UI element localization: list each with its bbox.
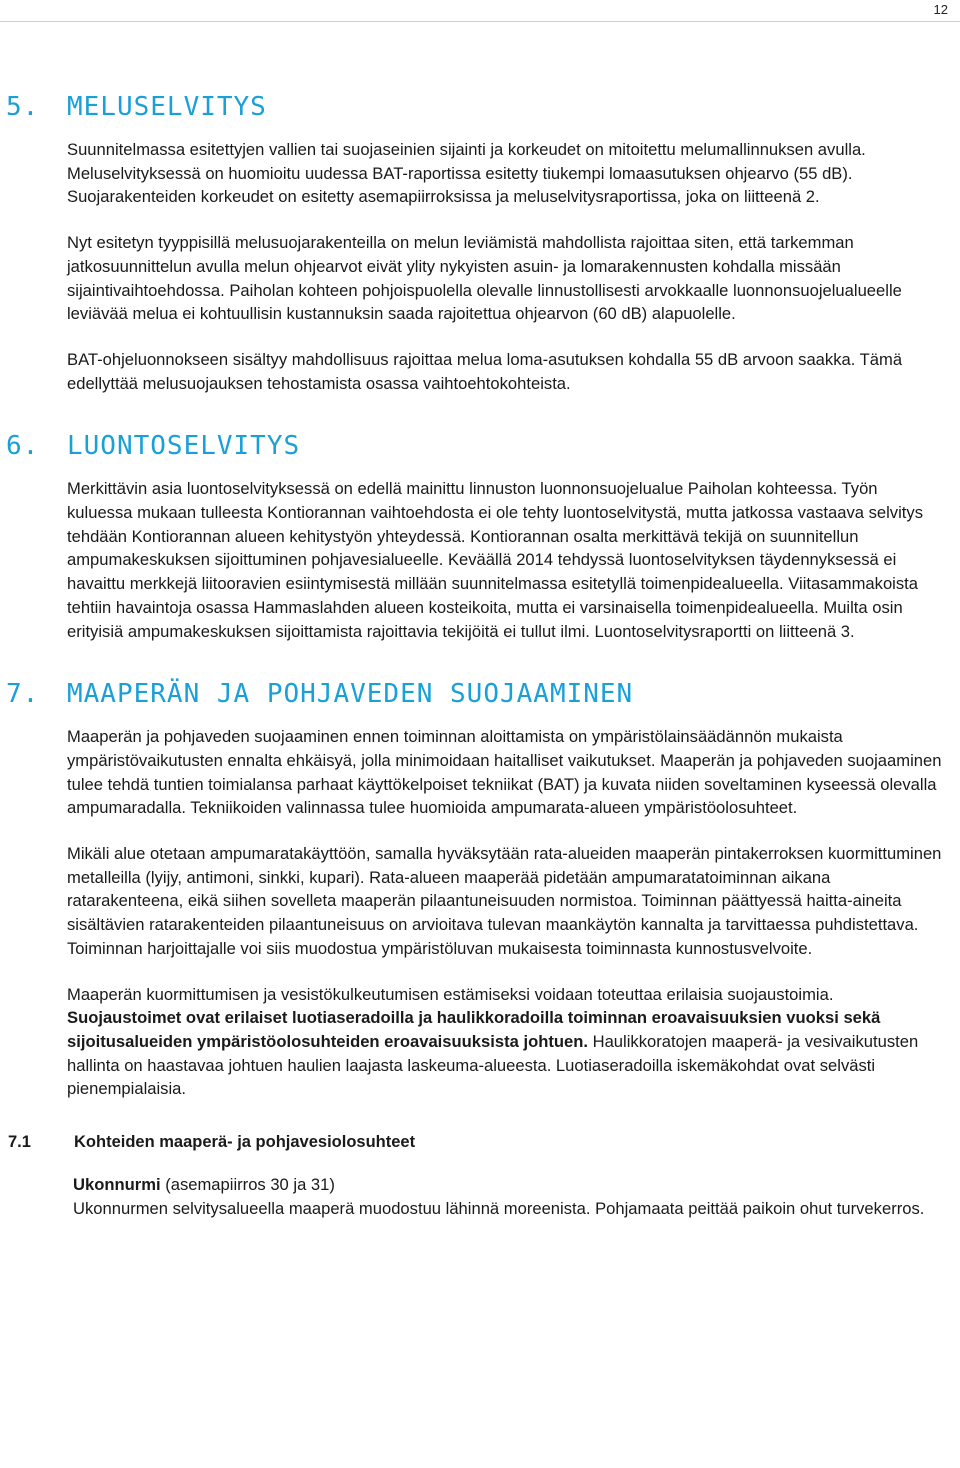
subsection-title: Kohteiden maaperä- ja pohjavesiolosuhteet: [74, 1133, 416, 1152]
paragraph: Mikäli alue otetaan ampumaratakäyttöön, samalla hyväksytään rata-alueiden maaperän pintakerroksen kuormittuminen metalleilla (lyijy, antimoni, sinkki, kupari). Rata-alueen maaperää pidetään ampumaratatoiminnan aikana ratarakenteena, eikä siihen sovelleta maaperän pilaantuneisuuden normistoa. Toiminnan päättyessä haitta-aineita sisältävien ratarakenteiden pilaantuneisuus on arvioitava tulevan maankäytön kannalta ja tarvittaessa puhdistettava. Toiminnan harjoittajalle voi siis muodostua ympäristöluvan mukaisesta toiminnasta kunnostusvelvoite.: [67, 844, 942, 958]
paragraph-mixed: [67, 983, 947, 1102]
paragraph: Nyt esitetyn tyyppisillä melusuojarakenteilla on melun leviämistä mahdollista rajoittaa siten, että tarkemman jatkosuunnittelun avulla melun ohjearvot eivät ylity nykyisten asuin- ja lomarakennusten kohdalla missään sijaintivaihtoehdossa. Paiholan kohteen pohjoispuolella olevalle linnustollisesti arvokkaalle luonnonsuojelualueelle leviävää melua ei kohtuullisin kustannuksin saada rajoitettua ohjearvon (60 dB) alapuolelle.: [67, 233, 902, 324]
paragraph: Merkittävin asia luontoselvityksessä on edellä mainittu linnuston luonnonsuojelualue Paiholan kohteessa. Työn kuluessa mukaan tulleesta Kontiorannan vaihtoehdosta ei ole tehty luontoselvitystä, mutta jatkossa vastaava selvitys tehdään Kontiorannan alueen kehitystyön yhteydessä. Kontiorannan osalta merkittävä tekijä on suunnitellun ampumakeskuksen sijoittuminen pohjavesialueelle. Keväällä 2014 tehdyssä luontoselvityksen täydennyksessä ei havaittu merkkejä liitooravien esiintymisestä millään suunnitelmassa esitetyllä toimenpidealueella. Viitasammakoista tehtiin havaintoja osassa Hammaslahden alueen kosteikoita, mutta ei varsinaisella toimenpidealueella. Muilta osin erityisiä ampumakeskuksen sijoittamista rajoittavia tekijöitä ei tullut ilmi. Luontoselvitysraportti on liitteenä 3.: [67, 479, 923, 641]
page-number: 12: [933, 2, 948, 17]
paragraph-text: Maaperän kuormittumisen ja vesistökulkeutumisen estämiseksi voidaan toteuttaa erilaisia suojaustoimia.: [67, 984, 834, 1004]
paragraph: Suunnitelmassa esitettyjen vallien tai suojaseinien sijainti ja korkeudet on mitoitettu melumallinnuksen avulla. Meluselvityksessä on huomioitu uudessa BAT-raportissa esitetty tiukempi lomaasutuksen ohjearvo (55 dB). Suojarakenteiden korkeudet on esitetty asemapiirroksissa ja meluselvitysraportissa, joka on liitteenä 2.: [67, 140, 866, 207]
site-name: Ukonnurmi: [73, 1175, 161, 1195]
paragraph: Maaperän ja pohjaveden suojaaminen ennen toiminnan aloittamista on ympäristölainsäädännön mukaista ympäristövaikutusten ennalta ehkäisyä, jolla minimoidaan haitalliset vaikutukset. Maaperän ja pohjaveden suojaaminen tulee tehdä tuntien toimialansa parhaat käyttökelpoiset tekniikat (BAT) ja kuvata niiden soveltaminen kyseessä olevalla ampumaradalla. Tekniikoiden valinnassa tulee huomioida ampumarata-alueen ympäristöolosuhteet.: [67, 727, 942, 818]
section-number: 7.: [6, 679, 40, 710]
header-rule: [0, 21, 960, 22]
site-description: Ukonnurmen selvitysalueella maaperä muodostuu lähinnä moreenista. Pohjamaata peittää paikoin ohut turvekerros.: [73, 1198, 925, 1218]
section-5-heading: [0, 78, 960, 138]
section-number: 5.: [6, 92, 40, 122]
subsection-heading: [0, 1123, 960, 1167]
paragraph: BAT-ohjeluonnokseen sisältyy mahdollisuus rajoittaa melua loma-asutuksen kohdalla 55 dB arvoon saakka. Tämä edellyttää melusuojauksen tehostamista osassa vaihtoehtokohteista.: [67, 349, 903, 393]
site-reference: (asemapiirros 30 ja 31): [160, 1175, 335, 1195]
section-number: 6.: [6, 431, 40, 462]
section-7-heading: [0, 665, 960, 725]
paragraph-text: Haulikkoratojen maaperä- ja vesivaikutusten hallinta on haastavaa johtuen haulien laajasta laskeuma-alueesta. Luotiaseradoilla iskemäkohdat ovat selvästi pienempialaisia.: [67, 1031, 919, 1099]
section-title: MELUSELVITYS: [67, 92, 267, 122]
section-title: LUONTOSELVITYS: [67, 431, 301, 462]
site-paragraph: [73, 1173, 947, 1220]
emphasis-text: Suojaustoimet ovat erilaiset luotiaseradoilla ja haulikkoradoilla toiminnan eroavaisuuksien vuoksi sekä sijoitusalueiden ympäristöolosuhteiden eroavaisuuksista johtuen.: [67, 1008, 881, 1051]
section-title: MAAPERÄN JA POHJAVEDEN SUOJAAMINEN: [67, 679, 634, 710]
document-body: [0, 78, 960, 1221]
section-6-heading: [0, 417, 960, 477]
subsection-number: 7.1: [8, 1133, 31, 1152]
